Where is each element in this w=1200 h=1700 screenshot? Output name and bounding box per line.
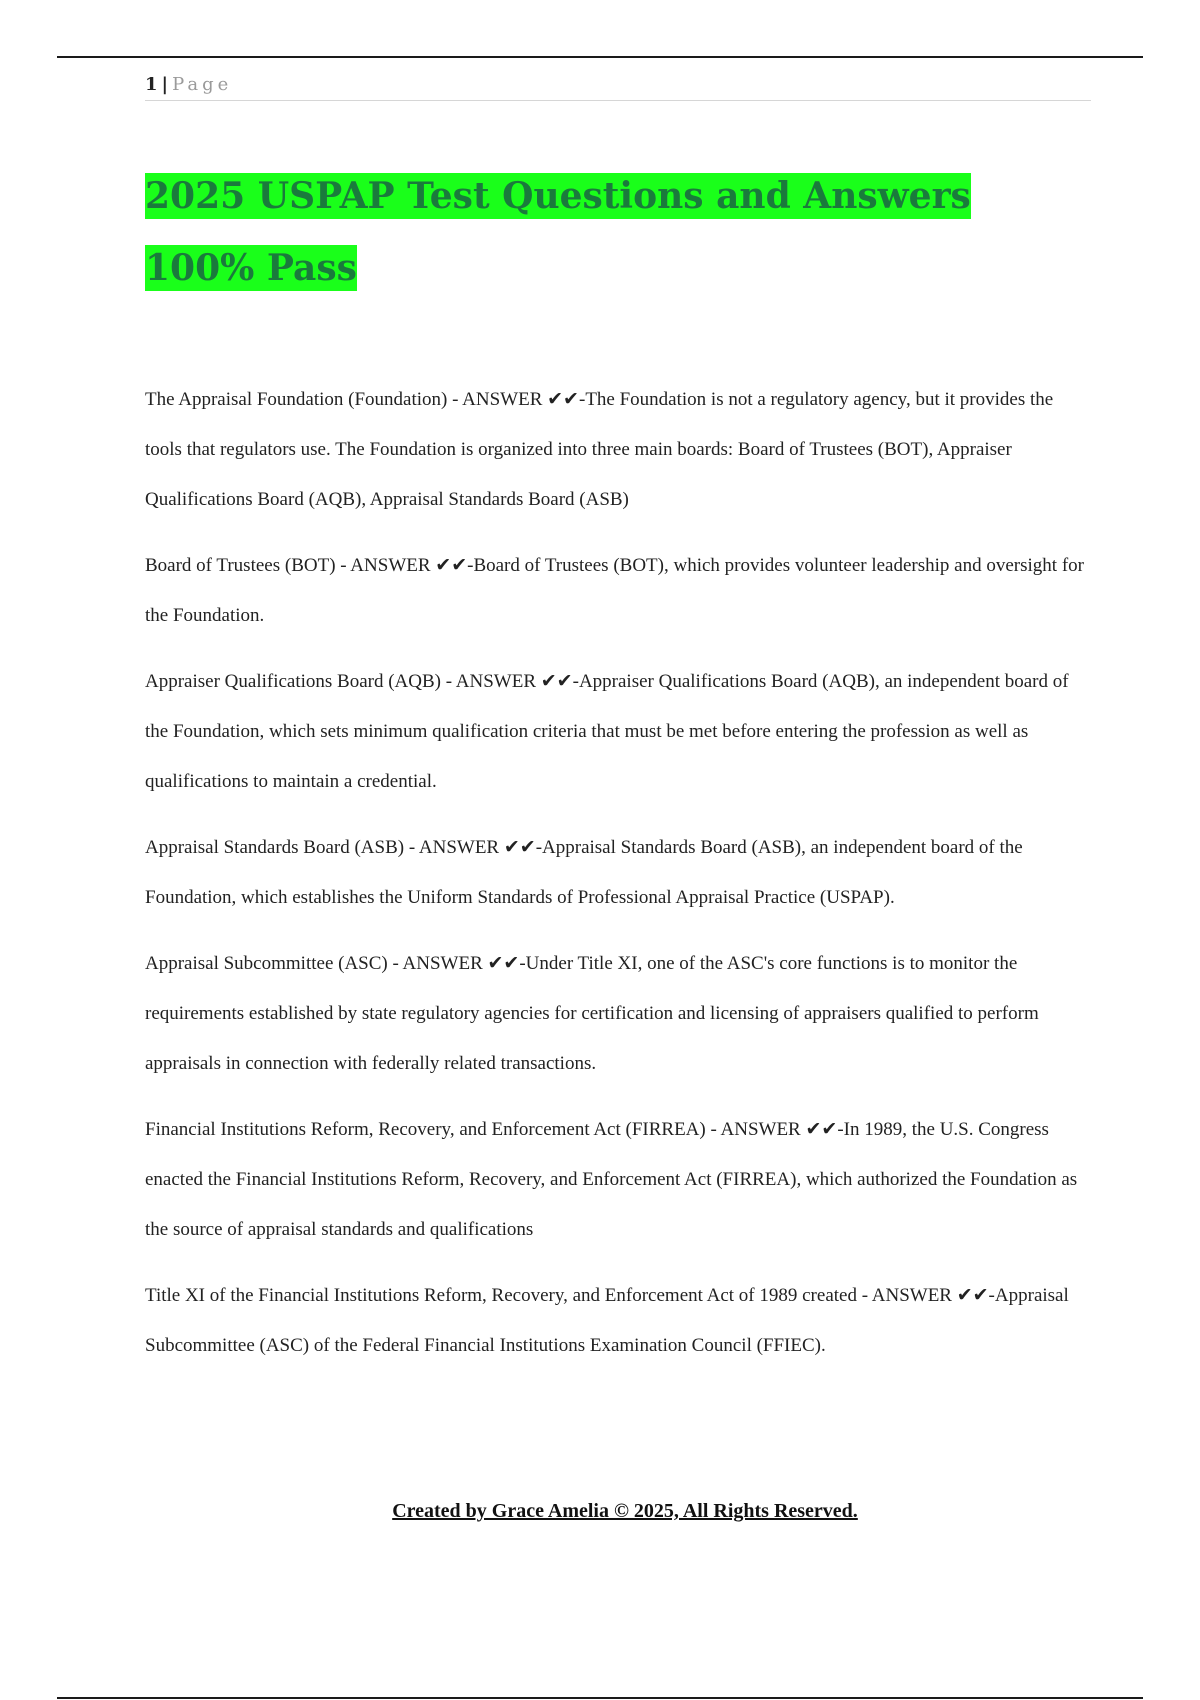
question: Board of Trustees (BOT) [145, 555, 336, 576]
top-rule [57, 56, 1143, 58]
qa-item [145, 657, 1091, 807]
answer-prefix: - ANSWER ✔✔- [447, 389, 586, 410]
answer: Board of Trustees (BOT), which provides volunteer leadership and oversight for the Foundation. [145, 555, 1084, 626]
question: Title XI of the Financial Institutions Reform, Recovery, and Enforcement Act of 1989 created [145, 1285, 857, 1306]
answer-prefix: - ANSWER ✔✔- [705, 1119, 844, 1140]
qa-item [145, 541, 1091, 641]
qa-item [145, 823, 1091, 923]
answer: The Foundation is not a regulatory agency, but it provides the tools that regulators use. The Foundation is organized into three main boards: Board of Trustees (BOT), Appraiser Qualifications Board (AQB), Appraisal Standards Board (ASB) [145, 389, 1054, 510]
title-text: 2025 USPAP Test Questions and Answers 100% Pass [145, 175, 971, 289]
answer-prefix: - ANSWER ✔✔- [335, 555, 474, 576]
question: Appraiser Qualifications Board (AQB) [145, 671, 442, 692]
page-number: 1 [145, 74, 158, 95]
document-title [145, 160, 1045, 304]
question: Appraisal Subcommittee (ASC) [145, 953, 388, 974]
answer: Appraisal Subcommittee (ASC) of the Federal Financial Institutions Examination Council (FFIEC). [145, 1285, 1069, 1356]
bottom-rule [57, 1697, 1143, 1699]
answer-prefix: - ANSWER ✔✔- [404, 837, 543, 858]
question: The Appraisal Foundation (Foundation) [145, 389, 448, 410]
answer: Appraisal Standards Board (ASB), an independent board of the Foundation, which establishes the Uniform Standards of Professional Appraisal Practice (USPAP). [145, 837, 1023, 908]
answer-prefix: - ANSWER ✔✔- [441, 671, 579, 692]
qa-list [145, 375, 1091, 1387]
page-header [145, 72, 1091, 101]
footer-text: Created by Grace Amelia © 2025, All Rights Reserved. [392, 1500, 858, 1522]
qa-item [145, 939, 1091, 1089]
question: Appraisal Standards Board (ASB) [145, 837, 405, 858]
page-separator: | [161, 74, 169, 95]
question: Financial Institutions Reform, Recovery, and Enforcement Act (FIRREA) [145, 1119, 706, 1140]
answer-prefix: - ANSWER ✔✔- [387, 953, 526, 974]
answer: In 1989, the U.S. Congress enacted the Financial Institutions Reform, Recovery, and Enforcement Act (FIRREA), which authorized the Foundation as the source of appraisal standards and qualifications [145, 1119, 1078, 1240]
qa-item [145, 1105, 1091, 1255]
answer: Appraiser Qualifications Board (AQB), an independent board of the Foundation, which sets minimum qualification criteria that must be met before entering the profession as well as qualifications to maintain a credential. [145, 671, 1069, 792]
copyright-footer [0, 1500, 1200, 1523]
answer-prefix: - ANSWER ✔✔- [856, 1285, 995, 1306]
page-word: Page [172, 74, 233, 95]
qa-item [145, 375, 1091, 525]
answer: Under Title XI, one of the ASC's core functions is to monitor the requirements established by state regulatory agencies for certification and licensing of appraisers qualified to perform appraisals in connection with federally related transactions. [145, 953, 1039, 1074]
qa-item [145, 1271, 1091, 1371]
